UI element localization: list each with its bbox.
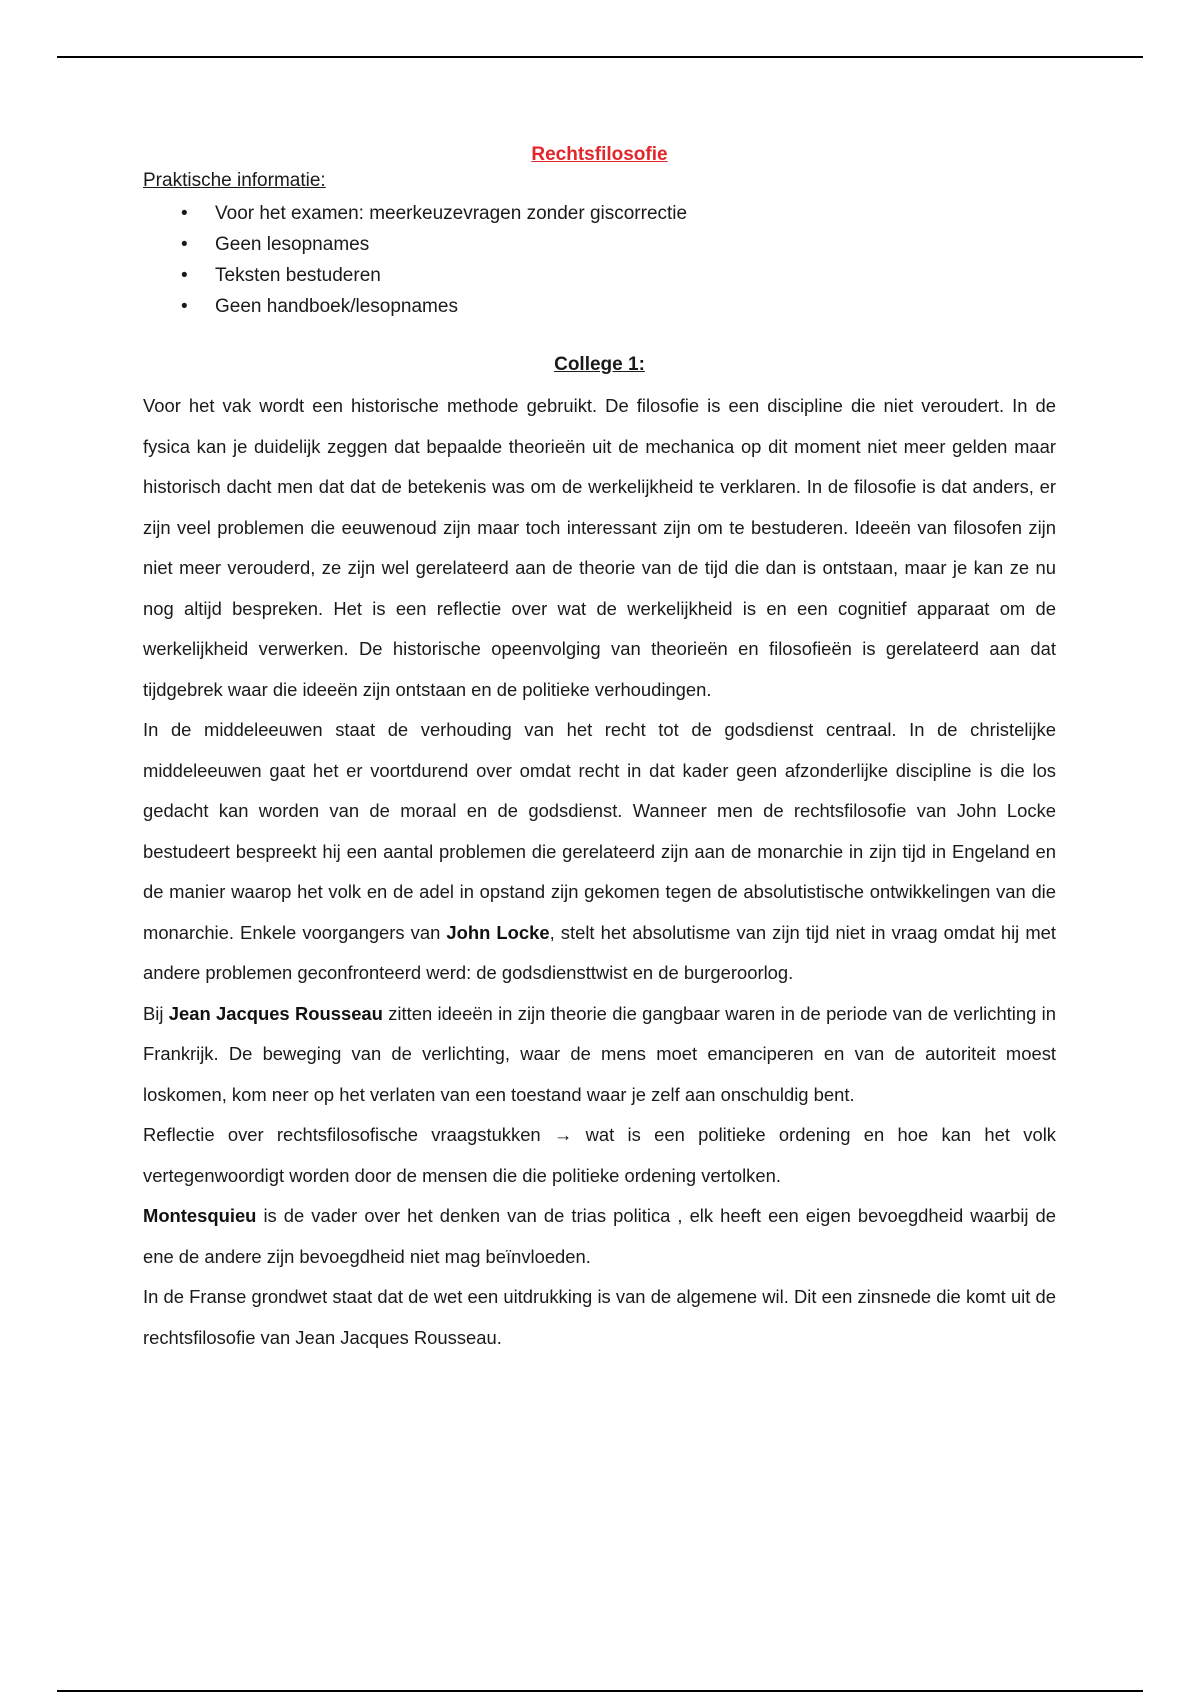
paragraph-2 [143, 710, 1056, 994]
paragraph-2-text-a: In de middeleeuwen staat de verhouding van het recht tot de godsdienst centraal. In de christelijke middeleeuwen gaat het er voortdurend over omdat recht in dat kader geen afzonderlijke discipline is die los gedacht kan worden van de moraal en de godsdienst. Wanneer men de rechtsfilosofie van John Locke bestudeert bespreekt hij een aantal problemen die gerelateerd zijn aan de monarchie in zijn tijd in Engeland en de manier waarop het volk en de adel in opstand zijn gekomen tegen de absolutistische ontwikkelingen van die monarchie. Enkele voorgangers van [143, 719, 1056, 943]
list-item-text: Voor het examen: meerkeuzevragen zonder giscorrectie [215, 203, 688, 224]
bullet-icon: • [181, 296, 188, 317]
document-body [143, 142, 1056, 1358]
name-john-locke: John Locke [446, 921, 550, 943]
arrow-right-icon: → [553, 1124, 573, 1145]
list-item [143, 291, 1056, 322]
practical-info-list [143, 198, 1056, 322]
paragraph-5-text: is de vader over het denken van de trias politica , elk heeft een eigen bevoegdheid waarbij de ene de andere zijn bevoegdheid niet mag beïnvloeden. [143, 1205, 1056, 1267]
top-rule [57, 56, 1143, 58]
practical-info-heading: Praktische informatie: [143, 170, 326, 191]
paragraph-6: In de Franse grondwet staat dat de wet een uitdrukking is van de algemene wil. Dit een zinsnede die komt uit de rechtsfilosofie van Jean Jacques Rousseau. [143, 1286, 1056, 1348]
document-title: Rechtsfilosofie [531, 144, 668, 165]
paragraph-5 [143, 1196, 1056, 1277]
paragraph-2-text-b: , stelt het absolutisme van zijn tijd niet in vraag omdat hij met andere problemen geconfronteerd werd: de godsdiensttwist en de burgeroorlog. [143, 921, 1056, 983]
name-rousseau: Jean Jacques Rousseau [168, 1002, 383, 1024]
bullet-icon: • [181, 234, 188, 255]
college-heading: College 1: [554, 354, 645, 375]
list-item-text: Geen handboek/lesopnames [215, 296, 458, 317]
paragraph-4-text-b: wat is een politieke ordening en hoe kan het volk vertegenwoordigt worden door de mensen die die politieke ordening vertolken. [143, 1124, 1057, 1186]
paragraph-3-text-a: Bij [143, 1002, 169, 1024]
name-montesquieu: Montesquieu [143, 1205, 257, 1226]
paragraph-4 [143, 1115, 1056, 1196]
bullet-icon: • [181, 203, 188, 224]
list-item-text: Geen lesopnames [215, 234, 370, 255]
bullet-icon: • [181, 265, 188, 286]
list-item [143, 229, 1056, 260]
paragraph-3-text-b: zitten ideeën in zijn theorie die gangbaar waren in de periode van de verlichting in Frankrijk. De beweging van de verlichting, waar de mens moet emanciperen en van de autoriteit moest loskomen, kom neer op het verlaten van een toestand waar je zelf aan onschuldig bent. [143, 1002, 1056, 1105]
list-item [143, 260, 1056, 291]
paragraph-4-text-a: Reflectie over rechtsfilosofische vraagstukken [143, 1124, 554, 1145]
list-item-text: Teksten bestuderen [215, 265, 381, 286]
paragraph-3 [143, 994, 1056, 1116]
list-item [143, 198, 1056, 229]
bottom-rule [57, 1690, 1143, 1692]
paragraph-1: Voor het vak wordt een historische methode gebruikt. De filosofie is een discipline die niet veroudert. In de fysica kan je duidelijk zeggen dat bepaalde theorieën uit de mechanica op dit moment niet meer gelden maar historisch dacht men dat dat de betekenis was om de werkelijkheid te verklaren. In de filosofie is dat anders, er zijn veel problemen die eeuwenoud zijn maar toch interessant zijn om te bestuderen. Ideeën van filosofen zijn niet meer verouderd, ze zijn wel gerelateerd aan de theorie van de tijd die dan is ontstaan, maar je kan ze nu nog altijd bespreken. Het is een reflectie over wat de werkelijkheid is en een cognitief apparaat om de werkelijkheid verwerken. De historische opeenvolging van theorieën en filosofieën is gerelateerd aan dat tijdgebrek waar die ideeën zijn ontstaan en de politieke verhoudingen. [143, 395, 1056, 700]
